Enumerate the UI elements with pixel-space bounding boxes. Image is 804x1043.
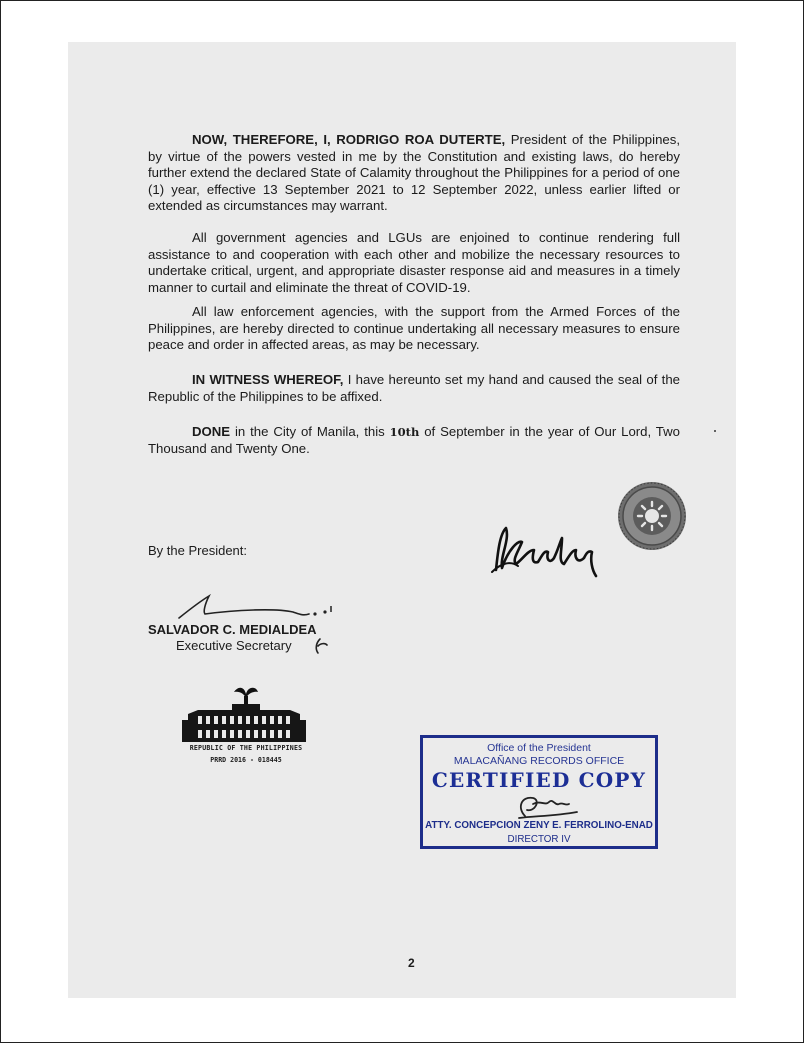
stamp-records-office: MALACAÑANG RECORDS OFFICE — [453, 755, 625, 767]
paragraph-text: in the City of Manila, this — [230, 424, 390, 439]
records-stamp-line-1: REPUBLIC OF THE PHILIPPINES — [189, 744, 303, 752]
paragraph-agencies — [148, 230, 680, 296]
paragraph-text: All government agencies and LGUs are enjoined to continue rendering full assistance to and cooperation with each other and mobilize the necessary resources to undertake critical, urgent, and appropriate disaster response aid and measures in a timely manner to curtail and eliminate the threat of COVID-19. — [148, 230, 680, 295]
paragraph-lead: DONE — [192, 424, 231, 439]
president-signature-icon — [488, 520, 606, 582]
stamp-heading: CERTIFIED COPY — [431, 768, 647, 792]
page-number: 2 — [408, 956, 415, 970]
paragraph-text: President of the Philippines, by virtue of the powers vested in me by the Constitution and existing laws, do hereby further extend the declared State of Calamity throughout the Philippines for a period of one (1) year, effective 13 September 2021 to 12 September 2022, unless earlier lifted or extended as circumstances may warrant. — [148, 132, 680, 214]
initials-mark-icon — [312, 637, 330, 655]
malacanang-palace-icon — [178, 686, 310, 744]
stamp-position: DIRECTOR IV — [507, 834, 571, 845]
secretary-title: Executive Secretary — [176, 638, 292, 653]
records-stamp-line-2: PRRD 2016 - 018445 — [210, 756, 282, 764]
date-day: 10th — [389, 425, 420, 439]
paragraph-text: All law enforcement agencies, with the support from the Armed Forces of the Philippines, are hereby directed to continue undertaking all necessary measures to ensure peace and order in affected areas, as may be necessary. — [148, 304, 680, 353]
stamp-signatory: ATTY. CONCEPCION ZENY E. FERROLINO-ENAD — [425, 820, 653, 831]
certified-copy-stamp — [420, 735, 658, 849]
paragraph-lead: NOW, THEREFORE, I, RODRIGO ROA DUTERTE, — [192, 132, 506, 147]
secretary-name: SALVADOR C. MEDIALDEA — [148, 622, 317, 637]
paragraph-witness — [148, 372, 680, 405]
paragraph-done — [148, 424, 680, 457]
by-the-president-label: By the President: — [148, 543, 247, 558]
stamp-office: Office of the President — [487, 742, 591, 754]
paragraph-lead: IN WITNESS WHEREOF, — [192, 372, 344, 387]
presidential-seal-icon — [616, 480, 688, 552]
paragraph-law-enforcement — [148, 304, 680, 354]
certifier-signature-icon — [511, 790, 581, 822]
paragraph-text: of September in the year of Our Lord, Two Thousand and Twenty One. — [148, 424, 680, 456]
speck — [714, 430, 716, 432]
paragraph-text: I have hereunto set my hand and caused the seal of the Republic of the Philippines to be affixed. — [148, 372, 680, 404]
secretary-signature-icon — [175, 592, 335, 622]
paragraph-proclamation — [148, 132, 680, 215]
